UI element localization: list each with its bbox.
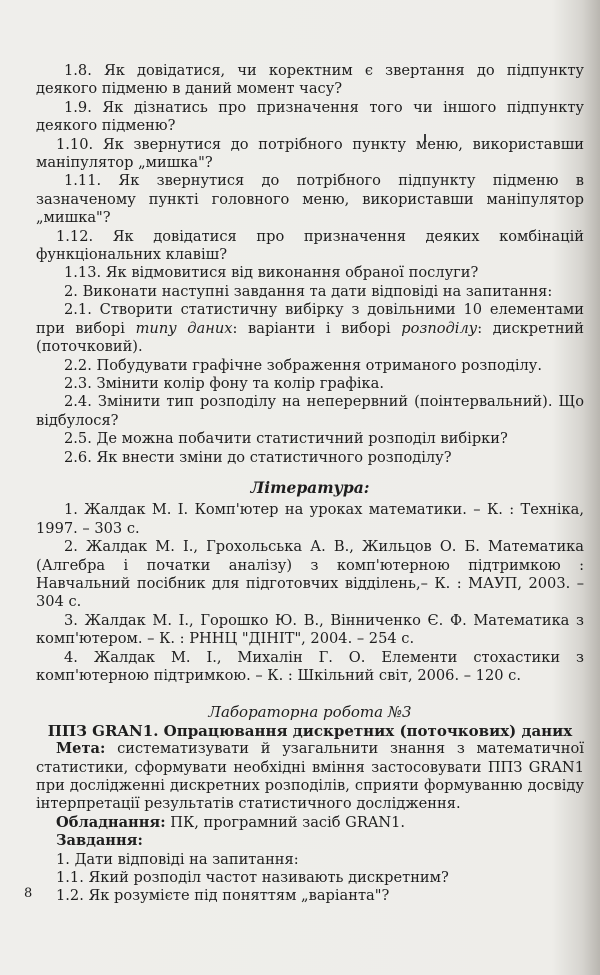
literature-heading: Література: — [250, 477, 370, 497]
lab-subtitle: ППЗ GRAN1. Опрацювання дискретних (поточкових) даних — [47, 721, 573, 740]
lab-equipment: Обладнання: ПК, програмний засіб GRAN1. — [56, 813, 406, 831]
questions-list — [36, 62, 584, 301]
question-item: 1.10. Як звернутися до потрібного пункту меню, використавши маніпулятор „мишка"? — [36, 135, 584, 172]
references-list — [36, 501, 584, 685]
question-item: 1.11. Як звернутися до потрібного підпункту підменю в зазначеному пункті головного меню, використавши маніпулятор „мишка"? — [36, 172, 584, 227]
question-item: 1.9. Як дізнатись про призначення того чи іншого підпункту деякого підменю? — [36, 98, 584, 135]
reference-item: 2. Жалдак М. І., Грохольська А. В., Жильцов О. Б. Математика (Алгебра і початки аналізу) з комп'ютерною підтримкою : Навчальний посібник для підготовчих відділень,– К. : МАУП, 2003. – 304 с. — [36, 538, 584, 611]
task-item: 2.6. Як внести зміни до статистичного розподілу? — [64, 448, 452, 466]
lab-task-item: 1.2. Як розумієте під поняттям „варіанта"? — [56, 887, 390, 905]
reference-item: 1. Жалдак М. І. Комп'ютер на уроках математики. – К. : Техніка, 1997. – 303 с. — [36, 501, 584, 537]
tasks-list — [36, 357, 584, 467]
question-item: 1.13. Як відмовитися від виконання обраної послуги? — [64, 264, 479, 282]
lab-tasks-list — [36, 851, 584, 906]
task-item: 2.5. Де можна побачити статистичний розподіл вибірки? — [64, 430, 508, 448]
reference-item: 4. Жалдак М. І., Михалін Г. О. Елементи стохастики з комп'ютерною підтримкою. – К. : Шкільний світ, 2006. – 120 с. — [36, 648, 584, 684]
lab-title: Лабораторна робота №3 — [208, 703, 412, 722]
page-content — [36, 62, 584, 906]
task-item: 2.2. Побудувати графічне зображення отриманого розподілу. — [64, 356, 542, 374]
lab-task-item: 1.1. Який розподіл частот називають дискретним? — [56, 869, 449, 887]
task-item: 2.4. Змінити тип розподілу на неперервний (поінтервальний). Що відбулося? — [36, 393, 584, 429]
question-item: 1.8. Як довідатися, чи коректним є звертання до підпункту деякого підменю в даний момент часу? — [36, 62, 584, 98]
lab-tasks-label: Завдання: — [56, 832, 143, 850]
question-item: 1.12. Як довідатися про призначення деяких комбінацій функціональних клавіш? — [36, 227, 584, 264]
lab-goal: Мета: систематизувати й узагальнити знання з математичної статистики, сформувати необхідні вміння застосовувати ППЗ GRAN1 при дослідженні дискретних розподілів, сприяти формуванню досвіду інтерпретації результатів статистичного дослідження. — [36, 740, 584, 813]
task-2-1: 2.1. Створити статистичну вибірку з довільними 10 елементами при виборі типу даних: варіанти і виборі розподілу: дискретний (поточковий). — [36, 301, 584, 356]
page-number: 8 — [24, 886, 33, 901]
question-item: 2. Виконати наступні завдання та дати відповіді на запитання: — [64, 282, 553, 300]
reference-item: 3. Жалдак М. І., Горошко Ю. В., Вінниченко Є. Ф. Математика з комп'ютером. – К. : РННЦ "ДІНІТ", 2004. – 254 с. — [36, 611, 584, 648]
task-item: 2.3. Змінити колір фону та колір графіка. — [64, 374, 384, 392]
lab-task-item: 1. Дати відповіді на запитання: — [56, 850, 299, 868]
